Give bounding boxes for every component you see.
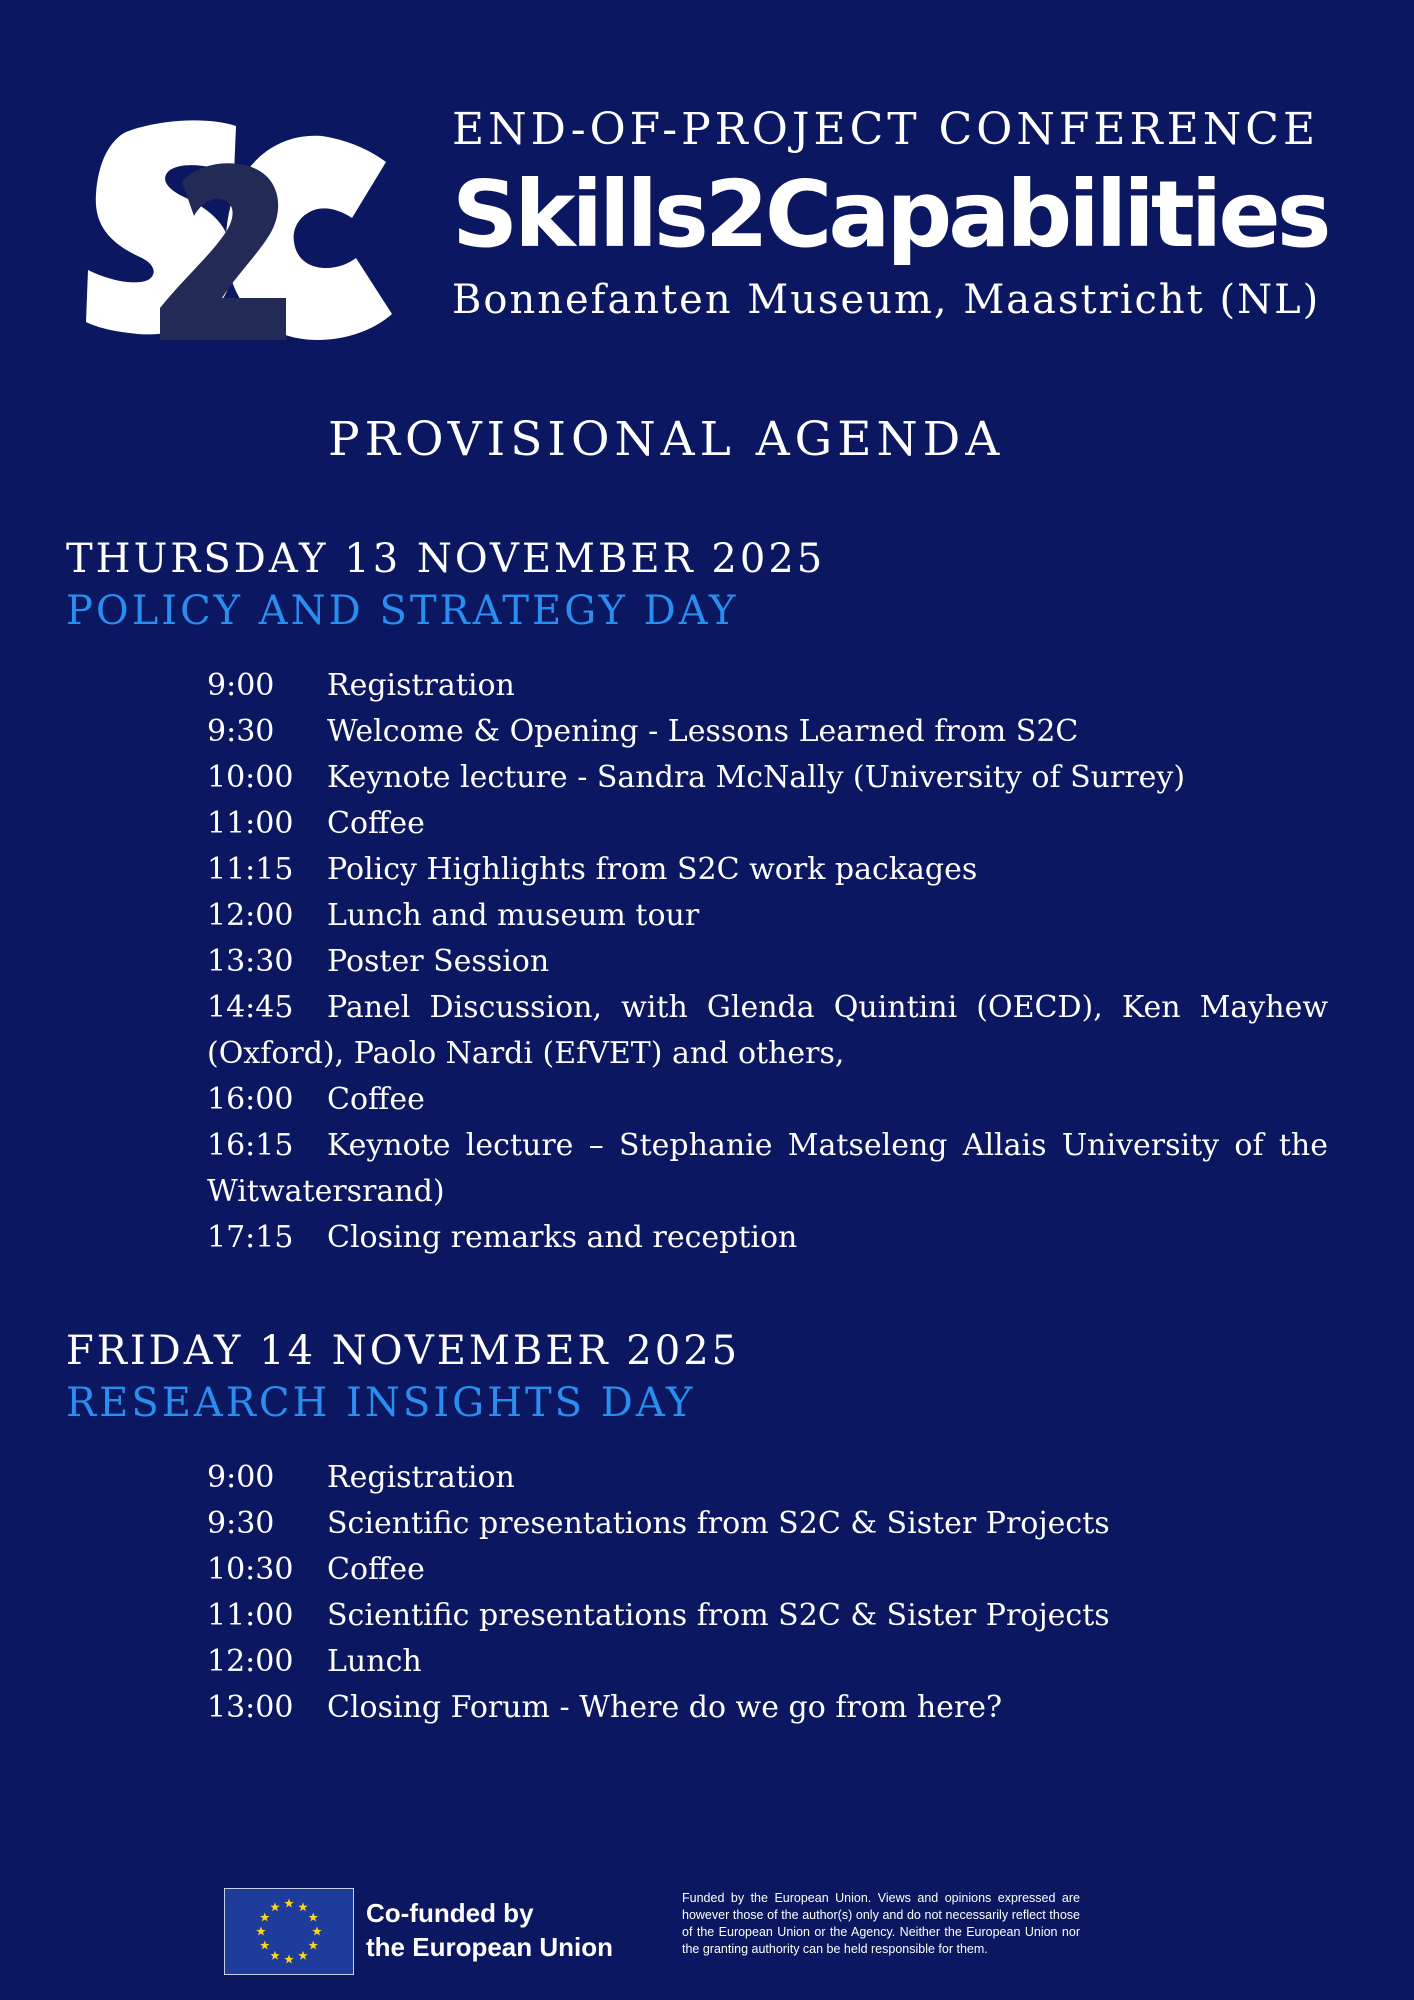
agenda-item: [207, 1455, 1328, 1501]
agenda-time: 16:15: [207, 1128, 294, 1163]
venue: Bonnefanten Museum, Maastricht (NL): [452, 277, 1321, 323]
agenda-description: Panel Discussion, with Glenda Quintini (OECD), Ken Mayhew (Oxford), Paolo Nardi (EfVET) and others,: [207, 990, 1328, 1071]
agenda-item: [207, 1123, 1328, 1215]
agenda-description: Keynote lecture - Sandra McNally (University of Surrey): [327, 760, 1186, 795]
day-theme: POLICY AND STRATEGY DAY: [66, 588, 739, 634]
agenda-description: Lunch and museum tour: [327, 898, 700, 933]
agenda-description: Lunch: [327, 1644, 422, 1679]
agenda-time: 9:30: [207, 714, 275, 749]
agenda-time: 13:00: [207, 1690, 294, 1725]
agenda-time: 13:30: [207, 944, 294, 979]
agenda-item: [207, 663, 1328, 709]
agenda-time: 9:00: [207, 668, 275, 703]
day-thursday: [66, 533, 1336, 1261]
agenda-time: 11:00: [207, 806, 294, 841]
project-name: Skills2Capabilities: [452, 161, 1328, 268]
agenda-time: 11:15: [207, 852, 294, 887]
agenda-time: 17:15: [207, 1220, 294, 1255]
agenda-time: 14:45: [207, 990, 294, 1025]
agenda-description: Keynote lecture – Stephanie Matseleng Allais University of the Witwatersrand): [207, 1128, 1328, 1209]
agenda-description: Closing Forum - Where do we go from here?: [327, 1690, 1003, 1725]
agenda-item: [207, 1593, 1328, 1639]
cofunded-label: Co-funded by the European Union: [366, 1898, 613, 1962]
disclaimer: Funded by the European Union. Views and opinions expressed are however those of the author(s) only and do not necessarily reflect those of the European Union or the Agency. Neither the European Union nor the granting authority can be held responsible for them.: [682, 1891, 1080, 1956]
footer: [224, 1888, 1084, 1978]
agenda-item: [207, 1547, 1328, 1593]
day-theme: RESEARCH INSIGHTS DAY: [66, 1380, 696, 1426]
agenda-time: 9:30: [207, 1506, 275, 1541]
agenda-item: [207, 985, 1328, 1077]
conference-label: END-OF-PROJECT CONFERENCE: [452, 104, 1320, 155]
agenda-description: Coffee: [327, 1552, 425, 1587]
agenda-description: Policy Highlights from S2C work packages: [327, 852, 978, 887]
agenda-description: Scientific presentations from S2C & Sister Projects: [327, 1506, 1110, 1541]
agenda-description: Welcome & Opening - Lessons Learned from S2C: [327, 714, 1079, 749]
agenda-description: Poster Session: [327, 944, 550, 979]
agenda-time: 10:00: [207, 760, 294, 795]
agenda-list: [207, 663, 1328, 1261]
agenda-item: [207, 1215, 1328, 1261]
agenda-time: 9:00: [207, 1460, 275, 1495]
agenda-item: [207, 847, 1328, 893]
agenda-item: [207, 709, 1328, 755]
agenda-time: 11:00: [207, 1598, 294, 1633]
day-date: FRIDAY 14 NOVEMBER 2025: [66, 1328, 741, 1374]
agenda-item: [207, 801, 1328, 847]
agenda-description: Registration: [327, 1460, 515, 1495]
agenda-item: [207, 939, 1328, 985]
agenda-item: [207, 893, 1328, 939]
agenda-item: [207, 1501, 1328, 1547]
eu-flag-icon: [224, 1888, 354, 1975]
agenda-description: Closing remarks and reception: [327, 1220, 798, 1255]
agenda-item: [207, 1639, 1328, 1685]
agenda-description: Scientific presentations from S2C & Sister Projects: [327, 1598, 1110, 1633]
agenda-description: Registration: [327, 668, 515, 703]
agenda-time: 12:00: [207, 898, 294, 933]
agenda-item: [207, 1077, 1328, 1123]
agenda-time: 16:00: [207, 1082, 294, 1117]
agenda-description: Coffee: [327, 806, 425, 841]
agenda-list: [207, 1455, 1328, 1731]
agenda-item: [207, 755, 1328, 801]
agenda-time: 12:00: [207, 1644, 294, 1679]
agenda-title: PROVISIONAL AGENDA: [328, 412, 1005, 467]
agenda-item: [207, 1685, 1328, 1731]
agenda-time: 10:30: [207, 1552, 294, 1587]
s2c-logo: [86, 118, 392, 342]
day-friday: [66, 1325, 1336, 1731]
conference-header: [452, 100, 1328, 330]
day-date: THURSDAY 13 NOVEMBER 2025: [66, 536, 826, 582]
agenda-description: Coffee: [327, 1082, 425, 1117]
